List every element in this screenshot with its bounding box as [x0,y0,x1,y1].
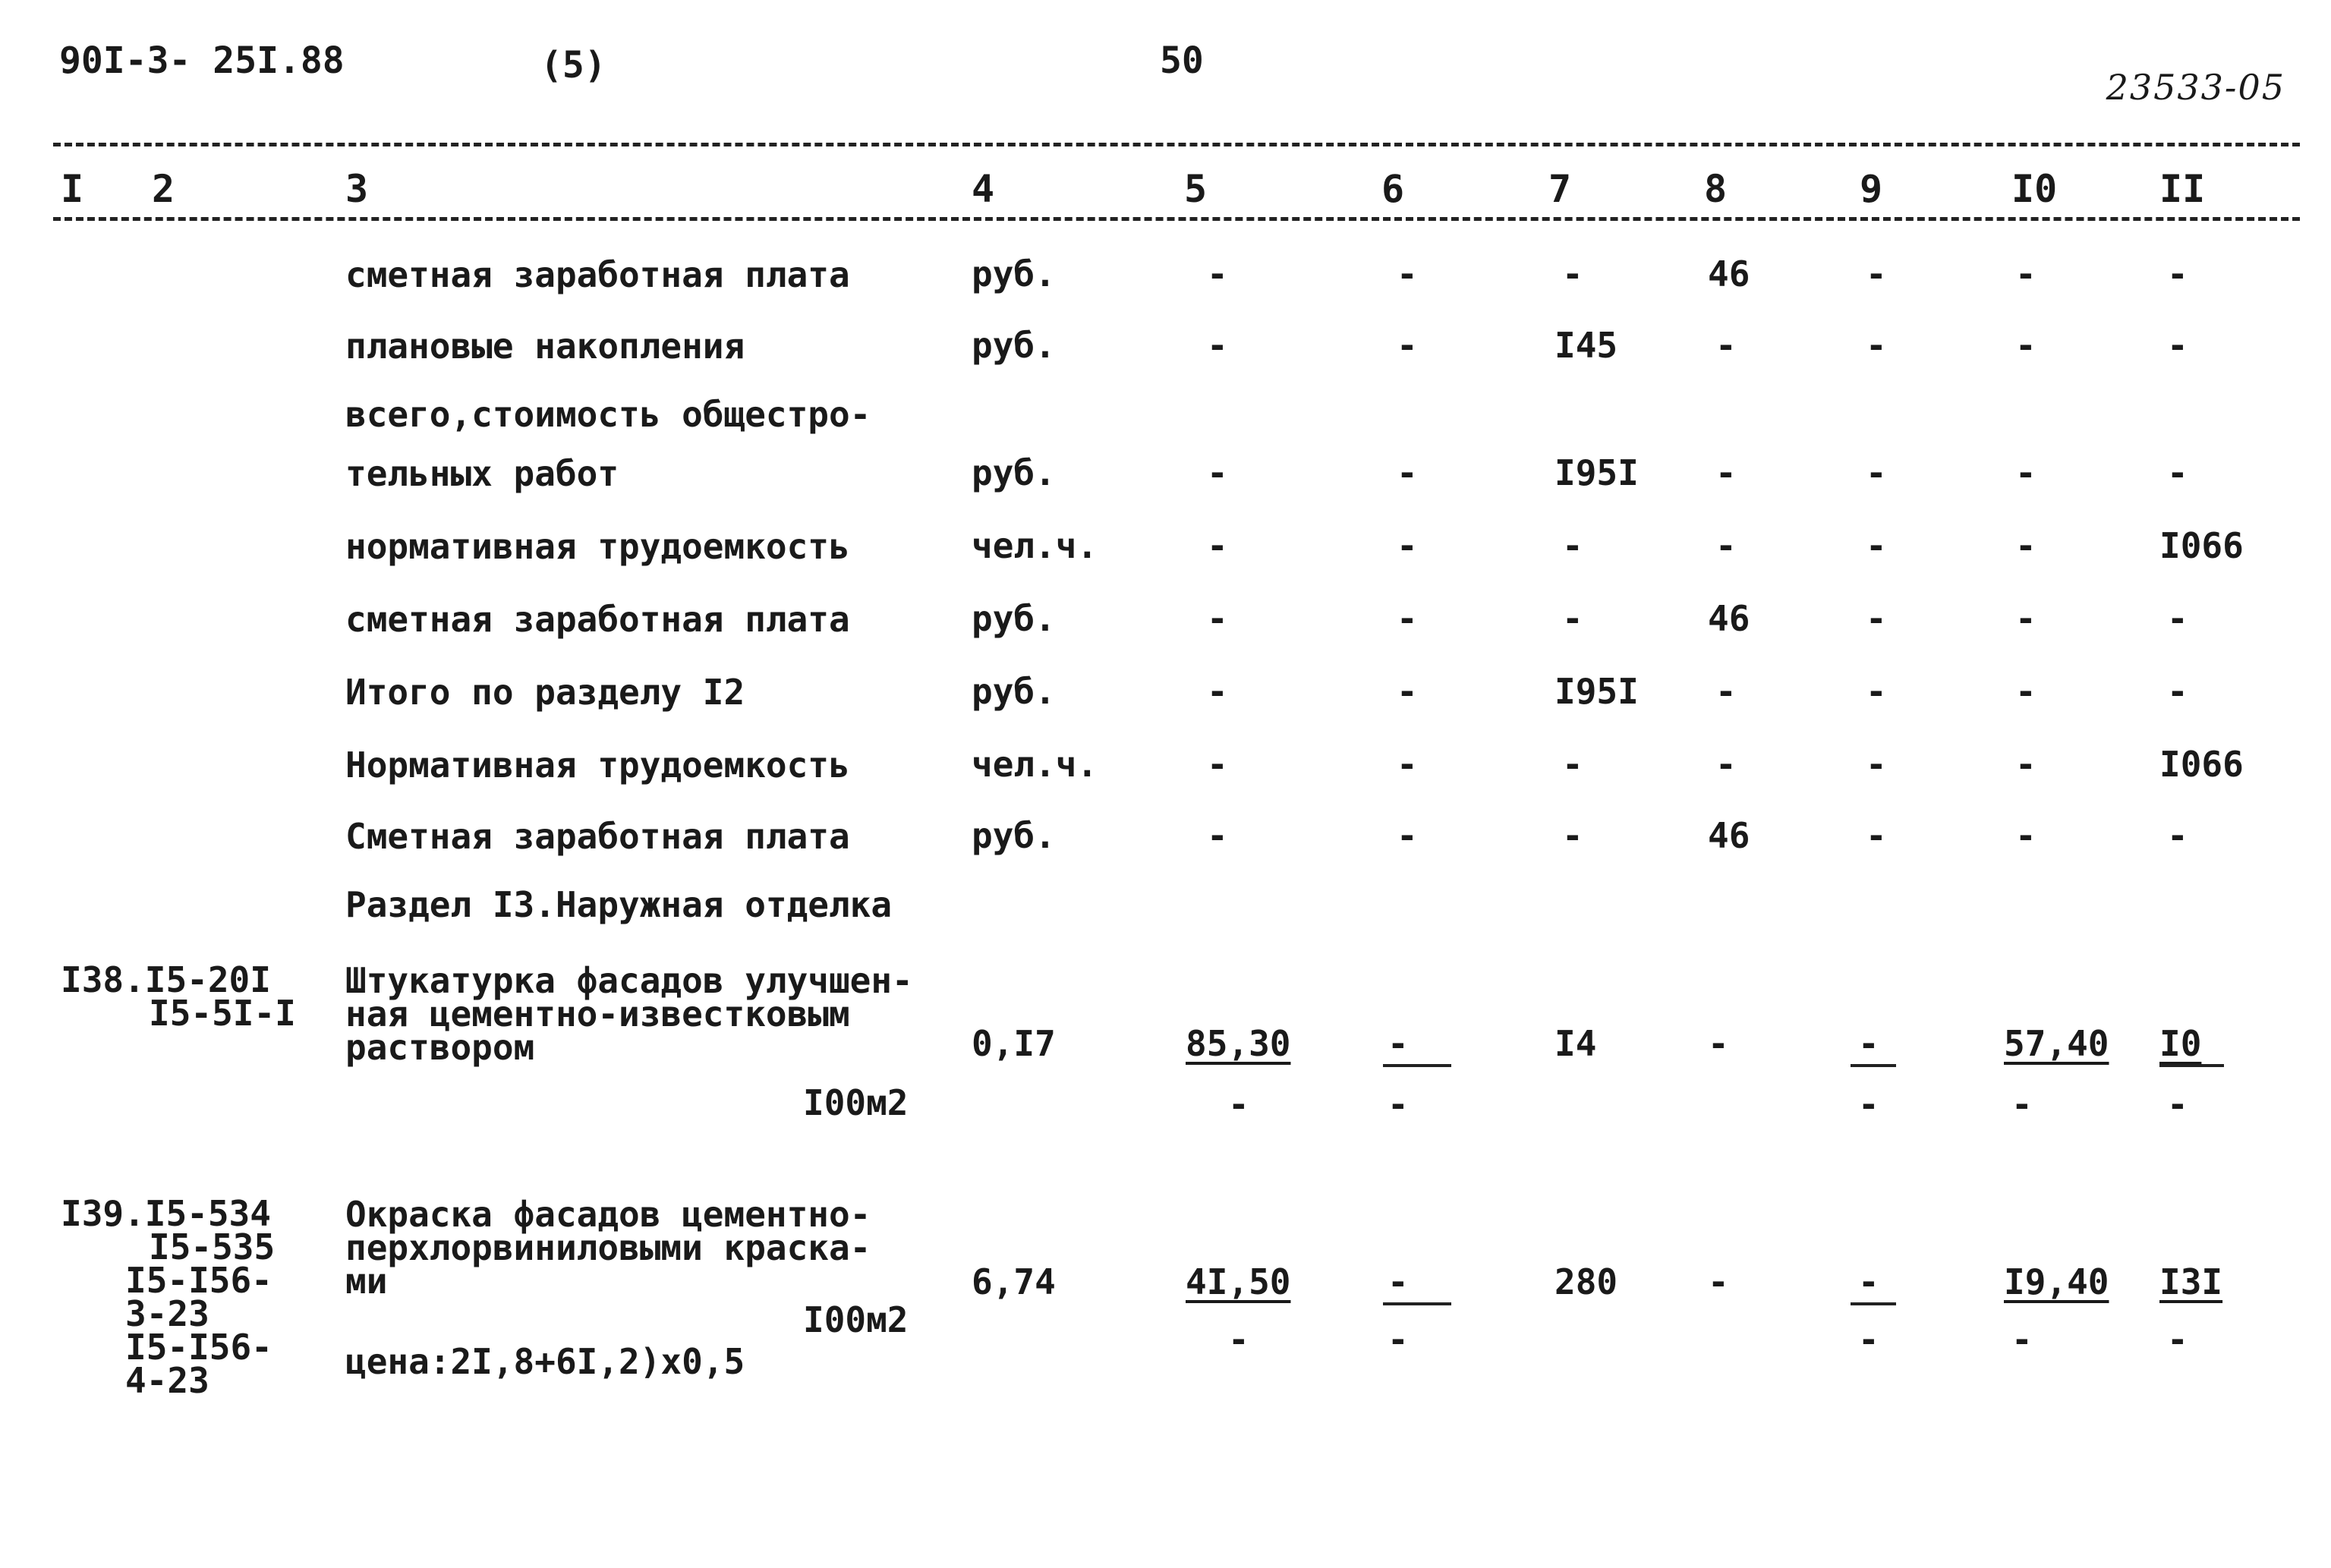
item-price-formula: цена:2I,8+6I,2)х0,5 [345,1341,745,1382]
underline [2159,1064,2224,1067]
item-quantity: 0,I7 [972,1023,1056,1064]
archive-number: 23533-05 [2106,67,2285,108]
row-description: всего,стоимость общестро- [345,394,871,435]
item-col10: 57,40 [2004,1023,2109,1064]
item-col11: I3I [2159,1261,2223,1302]
row-cell-c10: - [2015,815,2036,856]
item-code: I39.I5-534 [61,1193,271,1234]
row-cell-c8: - [1715,525,1737,566]
item-col6-lower: - [1388,1319,1409,1360]
row-cell-c11: - [2167,253,2188,294]
item-col11: I0 [2159,1023,2202,1064]
row-cell-c7: I45 [1555,325,1618,366]
row-cell-c5: - [1207,325,1228,366]
header-dashed-rule [53,217,2300,221]
item-code: 4-23 [125,1360,209,1401]
item-unit: I00м2 [803,1299,909,1340]
row-cell-c7: I95I [1555,671,1639,712]
row-cell-c8: - [1715,325,1737,366]
item-description: ная цементно-известковым [345,993,850,1034]
row-cell-c11: - [2167,815,2188,856]
row-cell-unit: руб. [972,325,1056,366]
row-cell-c6: - [1397,671,1418,712]
row-cell-c7: I95I [1555,452,1639,493]
item-col6: - [1388,1261,1409,1302]
column-header-11: II [2159,167,2206,211]
row-cell-c9: - [1866,325,1887,366]
row-cell-unit: руб. [972,452,1056,493]
row-cell-c8: 46 [1708,815,1750,856]
column-header-7: 7 [1548,167,1572,211]
row-cell-c6: - [1397,452,1418,493]
row-description: Сметная заработная плата [345,816,850,857]
item-col9-lower: - [1858,1084,1879,1125]
row-cell-unit: чел.ч. [972,744,1098,785]
item-col9: - [1858,1261,1879,1302]
row-cell-c10: - [2015,325,2036,366]
item-col5-lower: - [1228,1319,1249,1360]
row-description: сметная заработная плата [345,599,850,640]
row-cell-c10: - [2015,598,2036,639]
row-cell-c9: - [1866,598,1887,639]
row-cell-c10: - [2015,525,2036,566]
item-col6: - [1388,1023,1409,1064]
sheet-number: (5) [540,44,606,87]
item-code: I5-I56- [125,1327,272,1368]
column-header-8: 8 [1704,167,1728,211]
row-cell-c11: - [2167,325,2188,366]
item-unit: I00м2 [803,1082,909,1123]
row-cell-c9: - [1866,671,1887,712]
item-col10: I9,40 [2004,1261,2109,1302]
item-code: I5-535 [149,1226,276,1267]
item-col11-lower: - [2167,1319,2188,1360]
row-cell-c6: - [1397,325,1418,366]
row-cell-c7: - [1562,525,1583,566]
row-cell-c7: - [1562,598,1583,639]
column-header-10: I0 [2011,167,2058,211]
row-description: Итого по разделу I2 [345,672,745,713]
row-description: сметная заработная плата [345,254,850,295]
row-cell-c11: - [2167,671,2188,712]
row-cell-c9: - [1866,744,1887,785]
item-col5-lower: - [1228,1084,1249,1125]
row-cell-c7: - [1562,253,1583,294]
row-cell-c11: I066 [2159,525,2244,566]
item-description: перхлорвиниловыми краска- [345,1227,871,1268]
item-code: I5-I56- [125,1260,272,1301]
item-code: 3-23 [125,1293,209,1334]
row-cell-c5: - [1207,452,1228,493]
column-header-6: 6 [1381,167,1405,211]
item-col9-lower: - [1858,1319,1879,1360]
row-cell-c8: 46 [1708,598,1750,639]
row-cell-c9: - [1866,815,1887,856]
row-cell-c8: - [1715,744,1737,785]
column-header-4: 4 [972,167,995,211]
row-cell-unit: руб. [972,253,1056,294]
row-cell-c8: 46 [1708,253,1750,294]
row-cell-c9: - [1866,253,1887,294]
row-cell-c5: - [1207,253,1228,294]
row-description: тельных работ [345,453,619,494]
item-description: Окраска фасадов цементно- [345,1194,871,1235]
underline [1383,1064,1451,1067]
item-col11-lower: - [2167,1084,2188,1125]
item-price: 4I,50 [1186,1261,1291,1302]
row-cell-c10: - [2015,452,2036,493]
column-header-3: 3 [345,167,369,211]
row-cell-c10: - [2015,744,2036,785]
column-header-1: I [61,167,84,211]
row-cell-c8: - [1715,671,1737,712]
row-cell-c5: - [1207,744,1228,785]
page-number: 50 [1160,39,1204,82]
row-cell-c9: - [1866,525,1887,566]
item-col8: - [1708,1023,1729,1064]
row-description: плановые накопления [345,326,745,367]
row-cell-c10: - [2015,253,2036,294]
item-price: 85,30 [1186,1023,1291,1064]
row-cell-c5: - [1207,815,1228,856]
row-cell-c6: - [1397,744,1418,785]
row-cell-c10: - [2015,671,2036,712]
column-header-9: 9 [1860,167,1883,211]
item-col9: - [1858,1023,1879,1064]
item-code: I5-5I-I [149,993,296,1034]
row-cell-c8: - [1715,452,1737,493]
row-cell-unit: чел.ч. [972,525,1098,566]
row-cell-c9: - [1866,452,1887,493]
item-description: ми [345,1261,388,1302]
item-col10-lower: - [2011,1084,2033,1125]
underline [1383,1302,1451,1305]
column-header-2: 2 [152,167,175,211]
item-col8: - [1708,1261,1729,1302]
section-title: Раздел I3.Наружная отделка [345,884,893,925]
row-description: Нормативная трудоемкость [345,745,850,786]
row-cell-c6: - [1397,815,1418,856]
item-col6-lower: - [1388,1084,1409,1125]
underline [1851,1064,1896,1067]
item-col7: I4 [1555,1023,1597,1064]
item-col7: 280 [1555,1261,1618,1302]
item-code: I38.I5-20I [61,959,271,1000]
document-code: 90I-3- 25I.88 [59,39,345,82]
row-cell-c5: - [1207,525,1228,566]
item-quantity: 6,74 [972,1261,1056,1302]
row-cell-c7: - [1562,815,1583,856]
row-cell-c11: I066 [2159,744,2244,785]
column-header-5: 5 [1184,167,1208,211]
row-cell-c5: - [1207,598,1228,639]
row-cell-c7: - [1562,744,1583,785]
item-col10-lower: - [2011,1319,2033,1360]
row-cell-unit: руб. [972,671,1056,712]
item-description: раствором [345,1027,535,1068]
row-description: нормативная трудоемкость [345,526,850,567]
row-cell-c6: - [1397,598,1418,639]
row-cell-unit: руб. [972,598,1056,639]
row-cell-unit: руб. [972,815,1056,856]
row-cell-c11: - [2167,452,2188,493]
underline [1851,1302,1896,1305]
row-cell-c6: - [1397,525,1418,566]
top-dashed-rule [53,143,2300,146]
item-description: Штукатурка фасадов улучшен- [345,960,913,1001]
row-cell-c11: - [2167,598,2188,639]
row-cell-c6: - [1397,253,1418,294]
row-cell-c5: - [1207,671,1228,712]
